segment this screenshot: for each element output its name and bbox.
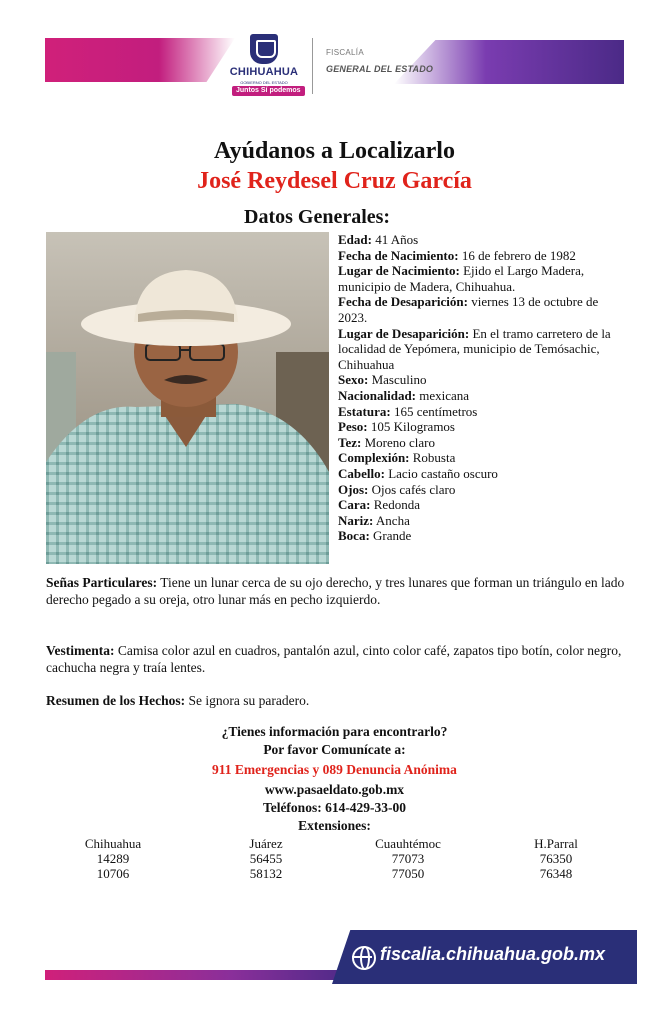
field-label: Lugar de Desaparición: — [338, 325, 470, 341]
field-value: Robusta — [409, 450, 456, 466]
field-value: Grande — [369, 528, 412, 544]
phone-numbers: Teléfonos: 614-429-33-00 — [262, 800, 407, 815]
emergency-numbers: 911 Emergencias y 089 Denuncia Anónima — [212, 762, 457, 777]
field-tez — [338, 435, 624, 451]
extension-city: H.Parral — [534, 836, 578, 851]
field-label: Sexo: — [338, 372, 369, 388]
field-value: Ancha — [373, 512, 410, 528]
field-label: Ojos: — [338, 481, 369, 497]
state-shield-logo — [250, 34, 278, 64]
field-edad — [338, 232, 624, 248]
field-peso — [338, 419, 624, 435]
field-lugar-desaparicion — [338, 326, 624, 373]
agency-line1: FISCALÍA — [326, 48, 364, 57]
extensions-title: Extensiones: — [298, 818, 371, 833]
field-value: Lacio castaño oscuro — [384, 465, 498, 481]
field-value: Moreno claro — [361, 434, 435, 450]
field-label: Edad: — [338, 232, 372, 247]
vestimenta — [46, 642, 626, 676]
extension-column-parral — [501, 836, 611, 881]
footer-band — [45, 970, 355, 980]
section-title: Datos Generales: — [244, 206, 391, 228]
poster-title: Ayúdanos a Localizarlo — [214, 138, 455, 164]
agency-line2: GENERAL DEL ESTADO — [326, 64, 434, 74]
extension-number: 76350 — [539, 851, 573, 866]
logo-name: CHIHUAHUA — [229, 66, 299, 78]
field-sexo — [338, 372, 624, 388]
field-label: Cabello: — [338, 465, 385, 481]
field-estatura — [338, 404, 624, 420]
person-name: José Reydesel Cruz García — [197, 168, 472, 194]
field-label: Nacionalidad: — [338, 387, 417, 403]
extension-number: 58132 — [249, 866, 283, 881]
extension-number: 77050 — [391, 866, 425, 881]
field-label: Fecha de Nacimiento: — [338, 247, 459, 263]
field-value: 165 centímetros — [390, 403, 478, 419]
header-band-right — [394, 40, 624, 84]
extension-city: Juárez — [249, 836, 283, 851]
field-label: Nariz: — [338, 512, 374, 528]
logo-subtitle: GOBIERNO DEL ESTADO — [240, 80, 288, 85]
field-value: En el tramo carretero de la localidad de Yepómera, municipio de Temósachic, Chihuahua — [338, 325, 611, 372]
field-label: Peso: — [338, 419, 368, 435]
field-label: Cara: — [338, 497, 371, 513]
field-value: 16 de febrero de 1982 — [458, 247, 576, 263]
logo-tag: Juntos Sí podemos — [232, 86, 305, 96]
extension-number: 10706 — [96, 866, 130, 881]
field-label: Complexión: — [338, 450, 410, 466]
senas-value: Tiene un lunar cerca de su ojo derecho, y tres lunares que forman un triángulo en lado derecho pegado a su oreja, otro lunar más en pecho izquierdo. — [46, 575, 625, 607]
vestimenta-value: Camisa color azul en cuadros, pantalón azul, cinto color café, zapatos tipo botín, color negro, cachucha negra y traía lentes. — [46, 643, 622, 675]
field-fecha-desaparicion — [338, 294, 624, 325]
extension-column-chihuahua — [58, 836, 168, 881]
contact-prompt: Por favor Comunícate a: — [263, 742, 406, 757]
field-value: mexicana — [416, 387, 470, 403]
field-lugar-nacimiento — [338, 263, 624, 294]
field-boca — [338, 528, 624, 544]
field-value: 105 Kilogramos — [367, 419, 455, 435]
extension-number: 76348 — [539, 866, 573, 881]
contact-question: ¿Tienes información para encontrarlo? — [221, 724, 448, 739]
field-label: Lugar de Nacimiento: — [338, 263, 460, 279]
field-cabello — [338, 466, 624, 482]
field-value: Masculino — [368, 372, 427, 388]
general-data-list — [338, 232, 624, 544]
extension-column-juarez — [211, 836, 321, 881]
person-photo-illustration — [46, 232, 329, 564]
extension-number: 77073 — [391, 851, 425, 866]
senas-particulares — [46, 574, 626, 608]
field-label: Fecha de Desaparición: — [338, 294, 468, 310]
field-ojos — [338, 482, 624, 498]
resumen-value: Se ignora su paradero. — [185, 693, 310, 708]
senas-label: Señas Particulares: — [46, 575, 158, 590]
extension-column-cuauhtemoc — [353, 836, 463, 881]
field-value: Ejido el Largo Madera, municipio de Madera, Chihuahua. — [338, 263, 585, 294]
field-complexion — [338, 450, 624, 466]
field-label: Tez: — [338, 434, 362, 450]
field-label: Boca: — [338, 528, 370, 544]
field-value: Redonda — [370, 497, 420, 513]
extension-city: Chihuahua — [84, 836, 142, 851]
resumen-label: Resumen de los Hechos: — [46, 693, 186, 708]
header-band-left — [45, 38, 235, 82]
field-value: viernes 13 de octubre de 2023. — [338, 294, 599, 325]
field-nariz — [338, 513, 624, 529]
field-fecha-nacimiento — [338, 248, 624, 264]
extension-number: 56455 — [249, 851, 283, 866]
footer-url[interactable]: fiscalia.chihuahua.gob.mx — [380, 944, 606, 964]
globe-icon — [352, 946, 376, 970]
header-divider — [312, 38, 313, 94]
vestimenta-label: Vestimenta: — [46, 643, 115, 658]
field-cara — [338, 497, 624, 513]
extension-number: 14289 — [96, 851, 130, 866]
resumen-hechos — [46, 692, 626, 709]
field-nacionalidad — [338, 388, 624, 404]
website-link[interactable]: www.pasaeldato.gob.mx — [264, 782, 405, 797]
extension-city: Cuauhtémoc — [375, 836, 441, 851]
person-photo — [46, 232, 329, 564]
field-label: Estatura: — [338, 403, 391, 419]
field-value: Ojos cafés claro — [368, 481, 456, 497]
field-value: 41 Años — [371, 232, 419, 247]
